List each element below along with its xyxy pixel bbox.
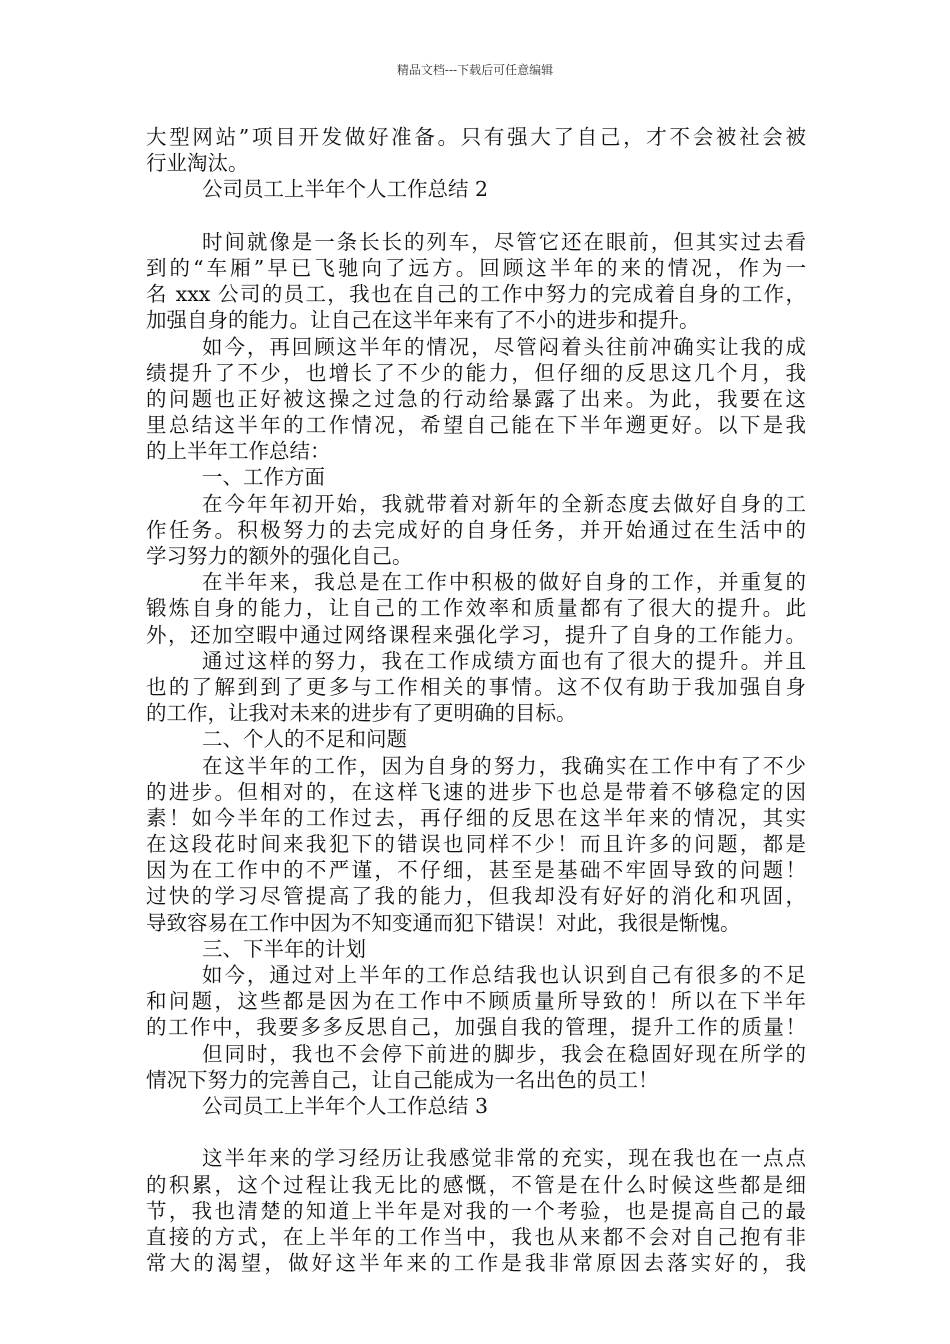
body-line: 因为在工作中的不严谨，不仔细，甚至是基础不牢固导致的问题！ xyxy=(146,858,806,883)
page-header: 精品文档---下载后可任意编辑 xyxy=(396,63,554,77)
body-line: 加强自身的能力。让自己在这半年来有了不小的进步和提升。 xyxy=(146,308,700,333)
body-line: 情况下努力的完善自己，让自己能成为一名出色的员工！ xyxy=(146,1067,659,1092)
body-line: 的上半年工作总结： xyxy=(146,439,331,464)
body-line: 外，还加空暇中通过网络课程来强化学习，提升了自身的工作能力。 xyxy=(146,622,806,647)
body-line: 的进步。但相对的，在这样飞速的进步下也总是带着不够稳定的因 xyxy=(146,779,806,804)
document-body xyxy=(146,124,806,1276)
section-title: 公司员工上半年个人工作总结 2 xyxy=(202,177,489,202)
body-line: 常大的渴望，做好这半年来的工作是我非常原因去落实好的，我 xyxy=(146,1251,806,1276)
blank-line xyxy=(146,1119,806,1145)
body-line: 过快的学习尽管提高了我的能力，但我却没有好好的消化和巩固， xyxy=(146,884,806,909)
body-line: 也的了解到到了更多与工作相关的事情。这不仅有助于我加强自身 xyxy=(146,674,806,699)
body-line: 导致容易在工作中因为不知变通而犯下错误！对此，我很是惭愧。 xyxy=(146,910,741,935)
body-line: 的问题也正好被这操之过急的行动给暴露了出来。为此，我要在这 xyxy=(146,386,806,411)
body-line: 直接的方式，在上半年的工作当中，我也从来都不会对自己抱有非 xyxy=(146,1224,806,1249)
body-line: 节，我也清楚的知道上半年是对我的一个考验，也是提高自己的最 xyxy=(146,1198,806,1223)
body-line: 作任务。积极努力的去完成好的自身任务，并开始通过在生活中的 xyxy=(146,517,806,542)
paragraph-first-line: 时间就像是一条长长的列车，尽管它还在眼前，但其实过去看 xyxy=(202,229,806,254)
body-line: 绩提升了不少，也增长了不少的能力，但仔细的反思这几个月，我 xyxy=(146,360,806,385)
paragraph-first-line: 但同时，我也不会停下前进的脚步，我会在稳固好现在所学的 xyxy=(202,1041,806,1066)
body-line: 的工作中，我要多多反思自己，加强自我的管理，提升工作的质量！ xyxy=(146,1015,806,1040)
body-line: 的积累，这个过程让我无比的感慨，不管是在什么时候这些都是细 xyxy=(146,1172,806,1197)
paragraph-first-line: 通过这样的努力，我在工作成绩方面也有了很大的提升。并且 xyxy=(202,648,806,673)
body-line: 素！如今半年的工作过去，再仔细的反思在这半年来的情况，其实 xyxy=(146,805,806,830)
body-line: 在这段花时间来我犯下的错误也同样不少！而且许多的问题，都是 xyxy=(146,832,806,857)
paragraph-first-line: 如今，通过对上半年的工作总结我也认识到自己有很多的不足 xyxy=(202,963,806,987)
body-line: 的工作，让我对未来的进步有了更明确的目标。 xyxy=(146,701,577,726)
body-line: 行业淘汰。 xyxy=(146,151,249,176)
body-line: 学习努力的额外的强化自己。 xyxy=(146,544,413,568)
body-line: 到的“车厢”早已飞驰向了远方。回顾这半年的来的情况，作为一 xyxy=(146,255,806,280)
section-title: 公司员工上半年个人工作总结 3 xyxy=(202,1093,489,1118)
subsection-title: 二、个人的不足和问题 xyxy=(202,727,407,752)
paragraph-first-line: 在半年来，我总是在工作中积极的做好自身的工作，并重复的 xyxy=(202,570,806,595)
blank-line xyxy=(146,203,806,229)
body-line: 锻炼自身的能力，让自己的工作效率和质量都有了很大的提升。此 xyxy=(146,596,806,621)
paragraph-first-line: 在今年年初开始，我就带着对新年的全新态度去做好自身的工 xyxy=(202,491,806,516)
paragraph-first-line: 这半年来的学习经历让我感觉非常的充实，现在我也在一点点 xyxy=(202,1146,806,1171)
subsection-title: 三、下半年的计划 xyxy=(202,936,366,961)
body-line: 和问题，这些都是因为在工作中不顾质量所导致的！所以在下半年 xyxy=(146,989,806,1014)
paragraph-first-line: 如今，再回顾这半年的情况，尽管闷着头往前冲确实让我的成 xyxy=(202,334,806,359)
body-line: 里总结这半年的工作情况，希望自己能在下半年遡更好。以下是我 xyxy=(146,413,806,438)
body-line: 名 xxx 公司的员工，我也在自己的工作中努力的完成着自身的工作， xyxy=(146,282,806,307)
paragraph-first-line: 在这半年的工作，因为自身的努力，我确实在工作中有了不少 xyxy=(202,753,806,778)
subsection-title: 一、工作方面 xyxy=(202,465,325,490)
body-line: 大型网站”项目开发做好准备。只有强大了自己，才不会被社会被 xyxy=(146,125,806,149)
